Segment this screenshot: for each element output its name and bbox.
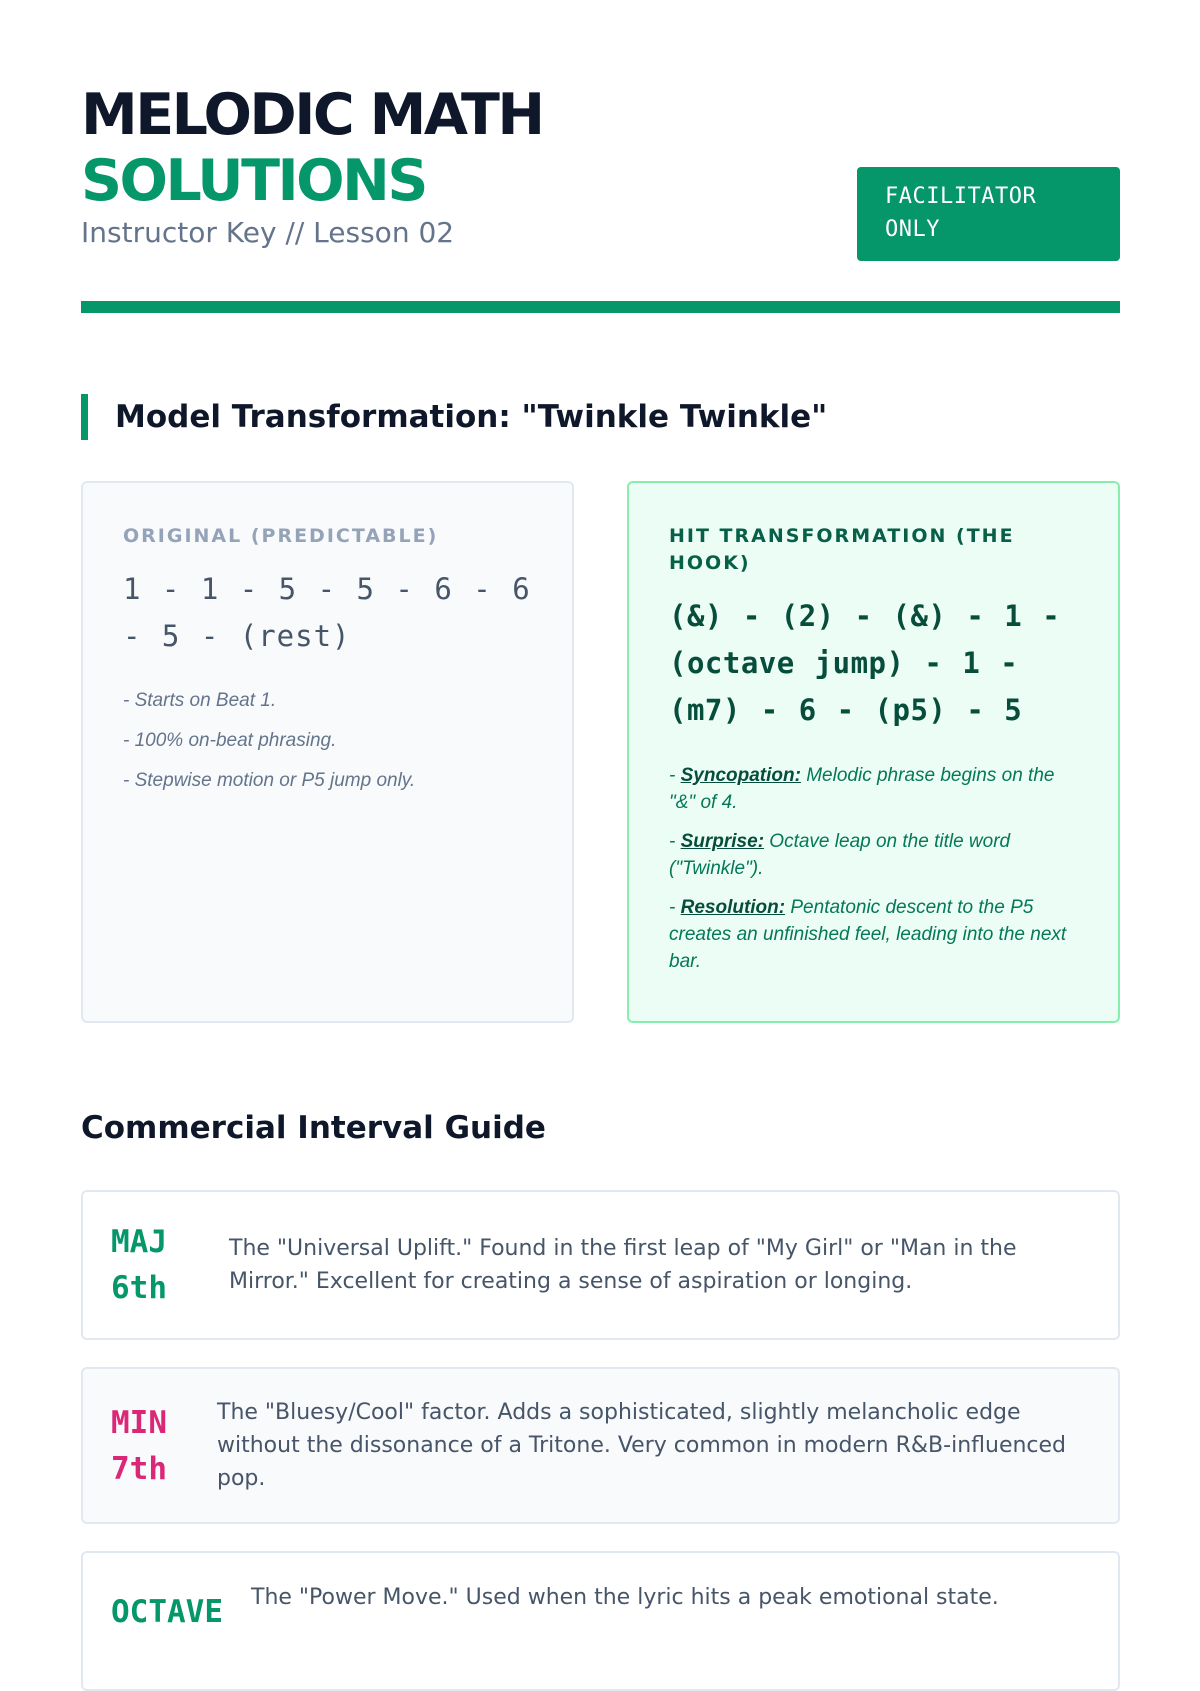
hit-note-syncopation [669,762,1078,816]
interval-name-line-2: 7th [111,1450,167,1487]
hit-card-label-line-2: HOOK) [669,552,751,574]
note-key: Surprise: [680,831,765,852]
interval-description: The "Universal Uplift." Found in the first leap of "My Girl" or "Man in the Mirror." Excellent for creating a sense of aspiration or longing. [229,1236,1017,1294]
interval-name [111,1589,251,1635]
hit-sequence-line-3: (m7) - 6 - (p5) - 5 [669,693,1023,727]
interval-description: The "Power Move." Used when the lyric hits a peak emotional state. [251,1585,999,1610]
original-sequence-line-1: 1 - 1 - 5 - 5 - 6 - 6 [123,572,531,606]
model-section-heading: Model Transformation: "Twinkle Twinkle" [81,394,827,440]
original-sequence-line-2: - 5 - (rest) [123,619,351,653]
interval-card-octave [81,1551,1120,1691]
interval-name-line-1: MIN [111,1404,167,1441]
badge-line-2: ONLY [885,217,940,242]
interval-name [111,1400,211,1492]
interval-name-line-1: OCTAVE [111,1594,223,1630]
original-card-label: ORIGINAL (PREDICTABLE) [123,525,439,547]
original-note: - 100% on-beat phrasing. [123,730,337,751]
note-key: Resolution: [680,897,786,918]
page-subtitle: Instructor Key // Lesson 02 [81,216,455,249]
facilitator-badge [857,167,1120,261]
original-card [81,481,574,1023]
note-key: Syncopation: [680,765,801,786]
interval-card-maj6 [81,1190,1120,1340]
hit-sequence [669,593,1078,734]
interval-name [111,1219,211,1311]
note-text: Melodic phrase begins on the "&" of 4. [669,765,1055,813]
header-divider [81,301,1120,313]
note-prefix: - [669,765,681,786]
original-note: - Starts on Beat 1. [123,690,277,711]
interval-description: The "Bluesy/Cool" factor. Adds a sophisticated, slightly melancholic edge without the dissonance of a Tritone. Very common in modern R&B-influenced pop. [217,1400,1067,1491]
note-prefix: - [669,831,681,852]
original-note: - Stepwise motion or P5 jump only. [123,770,416,791]
hit-card-label [669,523,1078,577]
note-text: Pentatonic descent to the P5 creates an unfinished feel, leading into the next bar. [669,897,1067,972]
hit-card-label-line-1: HIT TRANSFORMATION (THE [669,525,1015,547]
note-prefix: - [669,897,681,918]
page-title-line-2: SOLUTIONS [81,148,426,214]
interval-guide-heading: Commercial Interval Guide [81,1110,546,1146]
note-text: Octave leap on the title word ("Twinkle"). [669,831,1011,879]
hit-notes [669,762,1078,975]
hit-sequence-line-1: (&) - (2) - (&) - 1 - [669,599,1061,633]
hit-sequence-line-2: (octave jump) - 1 - [669,646,1019,680]
hit-card [627,481,1120,1023]
hit-note-surprise [669,828,1078,882]
interval-name-line-1: MAJ [111,1224,167,1260]
hit-note-resolution [669,894,1078,975]
page-title-line-1: MELODIC MATH [81,82,543,148]
original-sequence [123,566,532,660]
badge-line-1: FACILITATOR [885,184,1037,209]
page-header [81,82,1120,272]
interval-card-min7 [81,1367,1120,1524]
original-notes [123,688,532,794]
interval-name-line-2: 6th [111,1270,167,1306]
